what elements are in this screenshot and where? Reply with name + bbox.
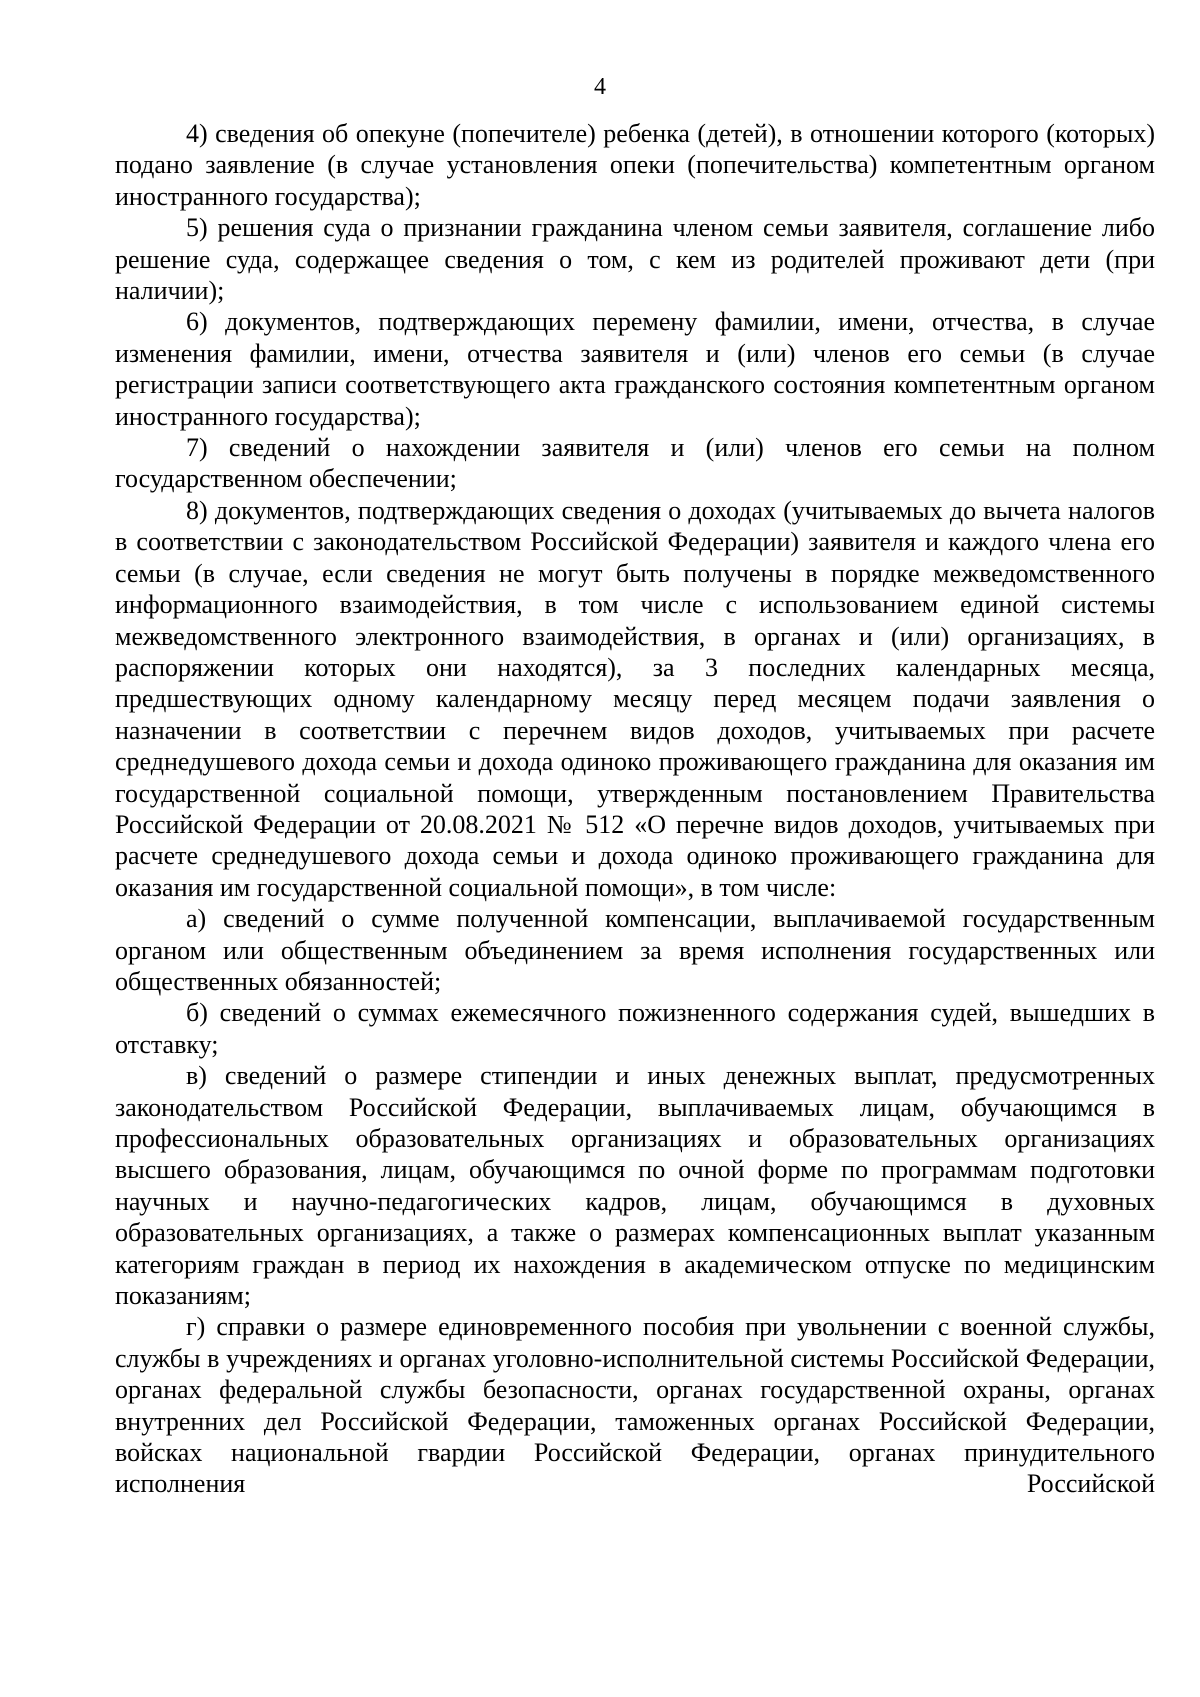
paragraph-item-4: 4) сведения об опекуне (попечителе) ребенка (детей), в отношении которого (которых) подано заявление (в случае установления опеки (попечительства) компетентным органом иностранного государства);	[115, 119, 1155, 211]
paragraph-subitem-b: б) сведений о суммах ежемесячного пожизненного содержания судей, вышедших в отставку;	[115, 998, 1155, 1059]
paragraph-item-6: 6) документов, подтверждающих перемену фамилии, имени, отчества, в случае изменения фамилии, имени, отчества заявителя и (или) членов его семьи (в случае регистрации записи соответствующего акта гражданского состояния компетентным органом иностранного государства);	[115, 307, 1155, 431]
paragraph-subitem-g: г) справки о размере единовременного пособия при увольнении с военной службы, службы в учреждениях и органах уголовно-исполнительной системы Российской Федерации, органах федеральной службы безопасности, органах государственной охраны, органах внутренних дел Российской Федерации, таможенных органах Российской Федерации, войсках национальной гвардии Российской Федерации, органах принудительного исполнения Российской	[115, 1312, 1155, 1499]
paragraph-item-7: 7) сведений о нахождении заявителя и (или) членов его семьи на полном государственном обеспечении;	[115, 433, 1155, 494]
page-number: 4	[594, 74, 606, 100]
paragraph-subitem-a: а) сведений о сумме полученной компенсации, выплачиваемой государственным органом или общественным объединением за время исполнения государственных или общественных обязанностей;	[115, 904, 1155, 996]
paragraph-item-5: 5) решения суда о признании гражданина членом семьи заявителя, соглашение либо решение суда, содержащее сведения о том, с кем из родителей проживают дети (при наличии);	[115, 213, 1155, 306]
paragraph-subitem-v: в) сведений о размере стипендии и иных денежных выплат, предусмотренных законодательством Российской Федерации, выплачиваемых лицам, обучающимся в профессиональных образовательных организациях и образовательных организациях высшего образования, лицам, обучающимся по очной форме по программам подготовки научных и научно-педагогических кадров, лицам, обучающимся в духовных образовательных организациях, а также о размерах компенсационных выплат указанным категориям граждан в период их нахождения в академическом отпуске по медицинским показаниям;	[115, 1061, 1155, 1311]
paragraph-item-8: 8) документов, подтверждающих сведения о доходах (учитываемых до вычета налогов в соответствии с законодательством Российской Федерации) заявителя и каждого члена его семьи (в случае, если сведения не могут быть получены в порядке межведомственного информационного взаимодействия, в том числе с использованием единой системы межведомственного электронного взаимодействия, в органах и (или) организациях, в распоряжении которых они находятся), за 3 последних календарных месяца, предшествующих одному календарному месяцу перед месяцем подачи заявления о назначении в соответствии с перечнем видов доходов, учитываемых при расчете среднедушевого дохода семьи и дохода одиноко проживающего гражданина для оказания им государственной социальной помощи, утвержденным постановлением Правительства Российской Федерации от 20.08.2021 № 512 «О перечне видов доходов, учитываемых при расчете среднедушевого дохода семьи и дохода одиноко проживающего гражданина для оказания им государственной социальной помощи», в том числе:	[115, 495, 1155, 902]
document-body	[115, 118, 1155, 1500]
